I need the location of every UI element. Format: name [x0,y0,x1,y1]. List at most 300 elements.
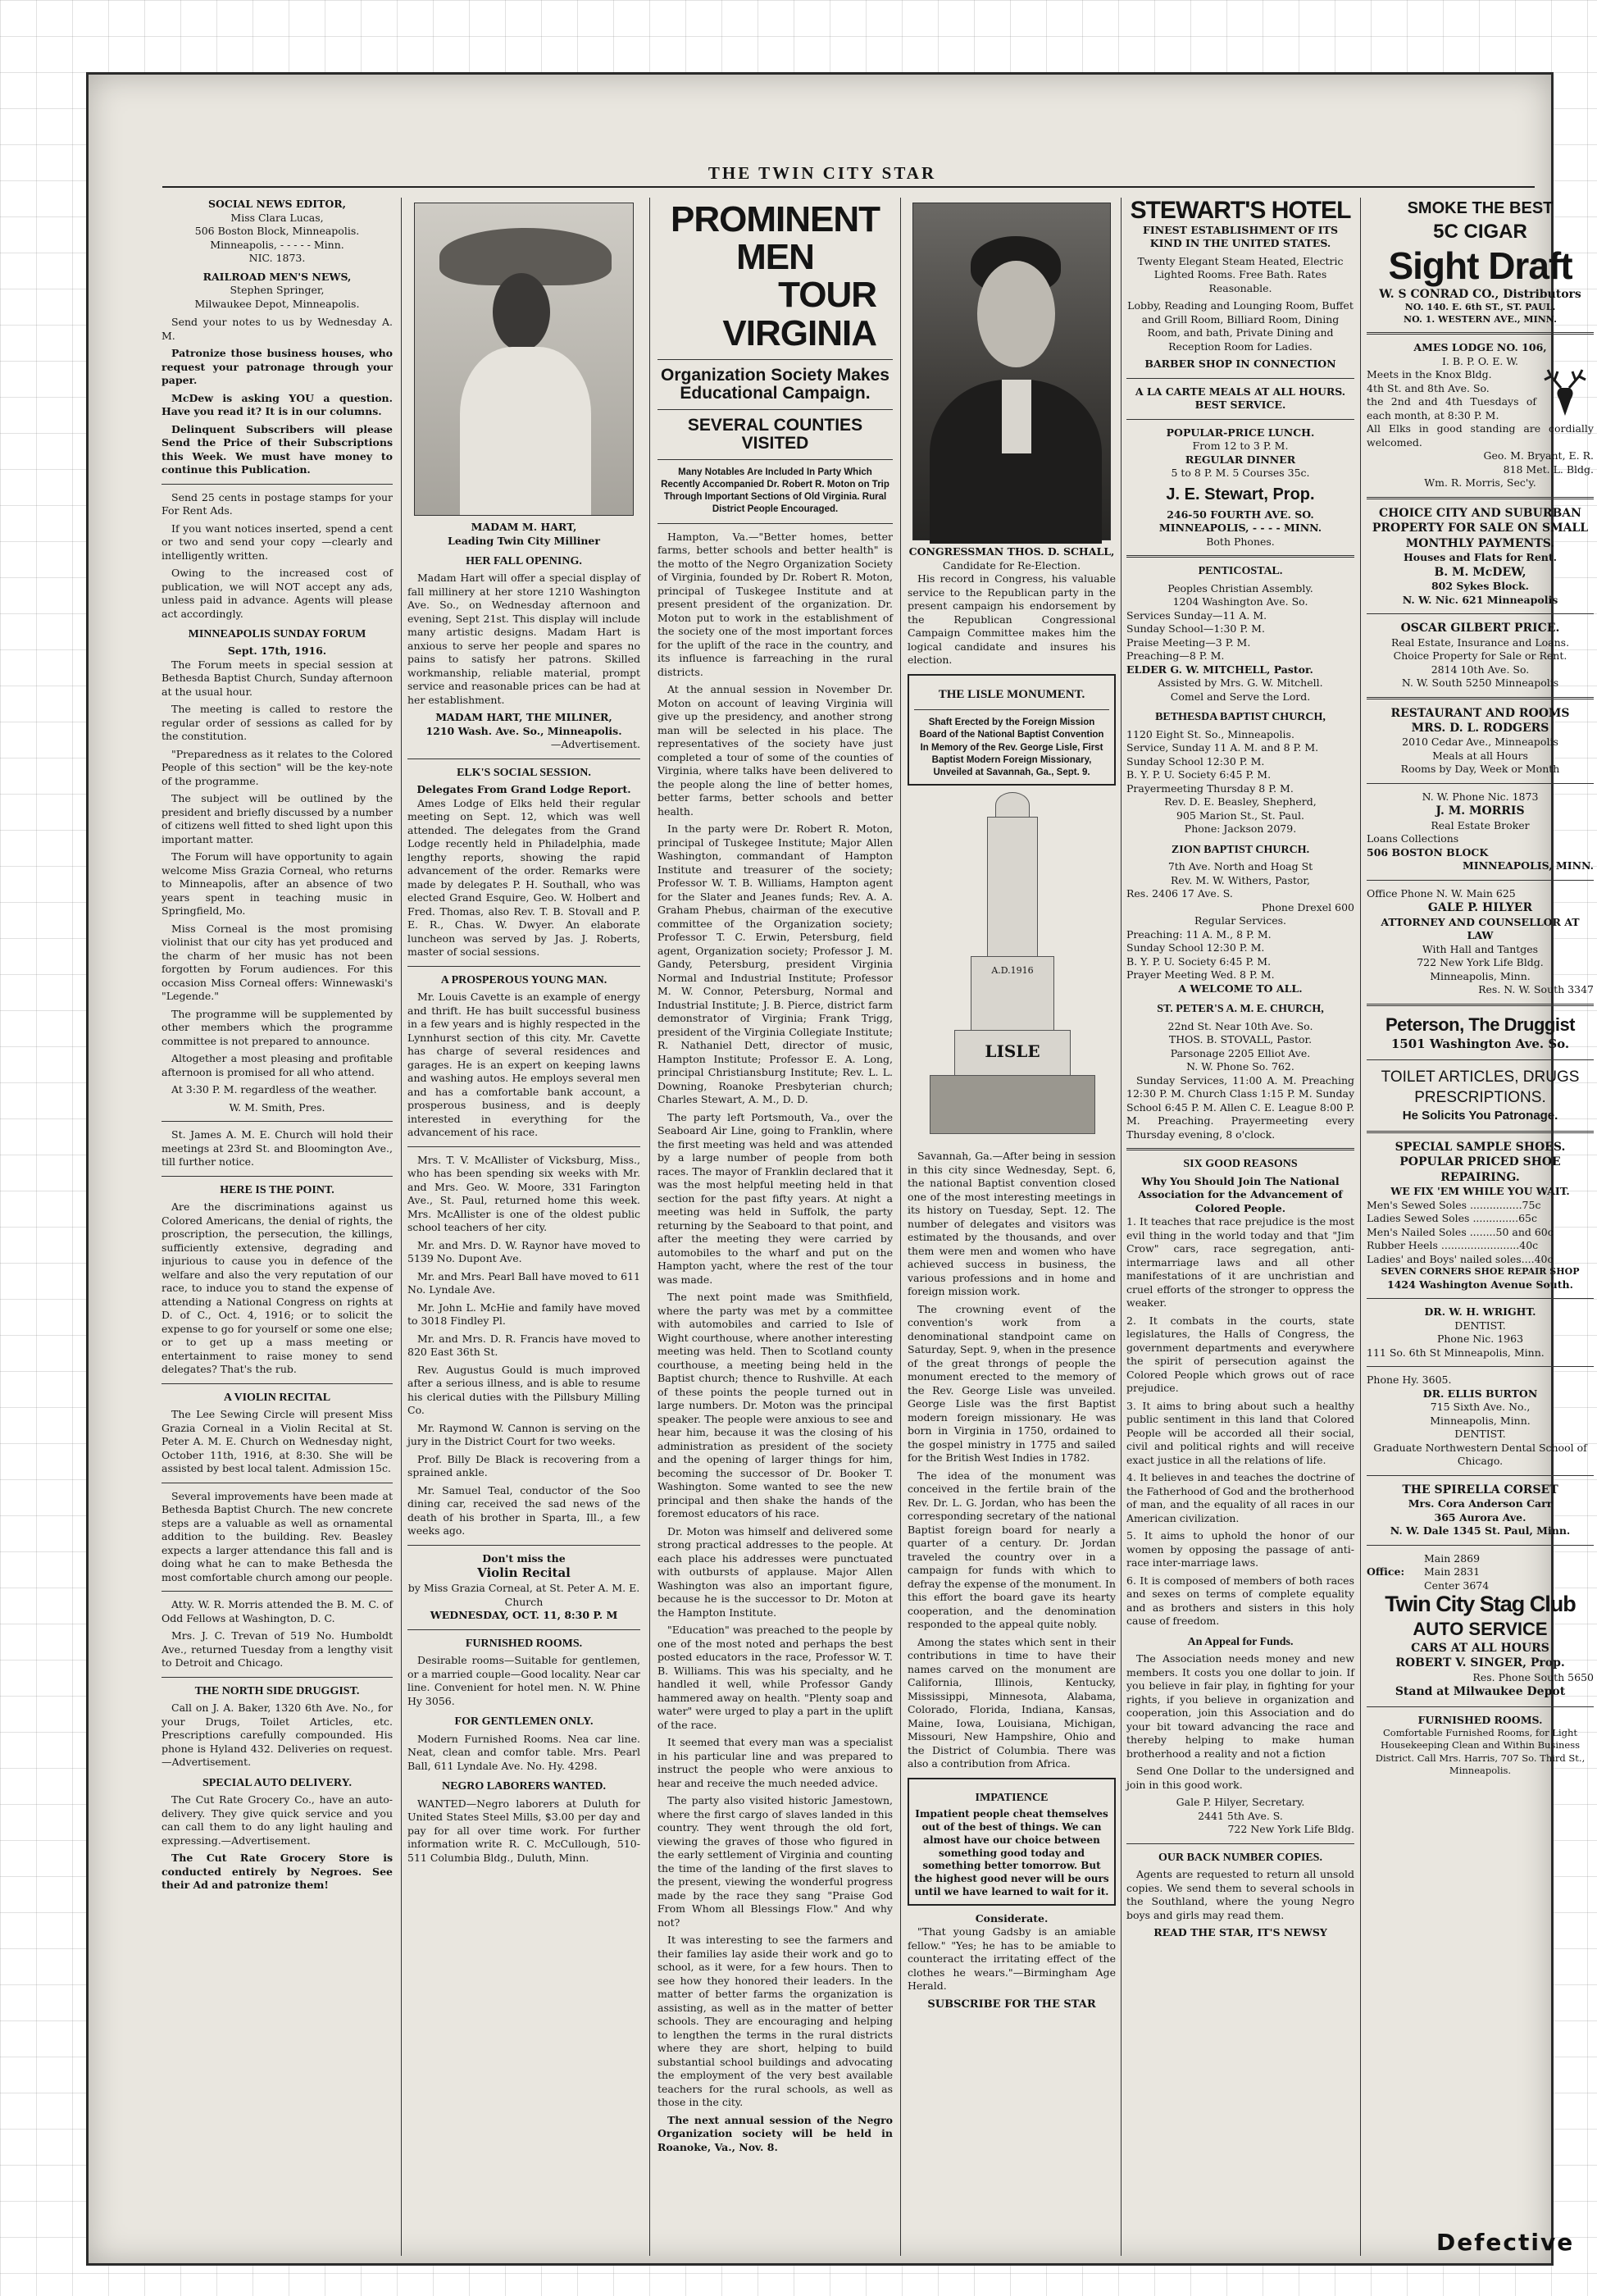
divider [1367,1475,1594,1476]
st-peter-line: N. W. Phone So. 762. [1186,1060,1294,1073]
hotel-lunch: POPULAR-PRICE LUNCH. [1166,426,1315,439]
article-paragraph: The next point made was Smithfield, where the party was met by a committee with automobiles and carried to Isle of Wight courthouse, where another interesting meeting was held. Then to Scotland county courthouse, a meeting being held in the Baptist church; thence to Rushville. At each of these points the people turned out in large numbers. Dr. Moton was the principal speaker. The people were anxious to see and hear him, because it was the closing of his administration as president of the society and the opening of larger things for him, becoming the successor of Dr. Booker T. Washington. Some wanted to see the new principal and then shake the hands of the foremost educators of his race. [657,1291,893,1520]
pentecostal-line: 1204 Washington Ave. So. [1172,595,1308,608]
divider [657,409,893,410]
hilyer-phone: Office Phone N. W. Main 625 [1367,886,1516,900]
shoes-slogan: WE FIX 'EM WHILE YOU WAIT. [1390,1185,1570,1198]
trevan-paragraph: Mrs. J. C. Trevan of 519 No. Humboldt Ave., returned Tuesday from a lengthy visit to Detroit and Chicago. [162,1629,393,1670]
hilyer-title: ATTORNEY AND COUNSELLOR AT LAW [1381,915,1580,942]
appeal-address: 2441 5th Ave. S. [1198,1809,1283,1822]
railroad-news-line: Milwaukee Depot, Minneapolis. [194,297,360,310]
elks-subtitle: Delegates From Grand Lodge Report. [416,783,631,796]
divider [1367,1004,1594,1006]
column-6 [1363,198,1597,2260]
delivery-title: SPECIAL AUTO DELIVERY. [202,1776,352,1789]
forum-paragraph: "Preparedness as it relates to the Colored People of this section" will be the key-note of the programme. [162,747,393,787]
divider [407,758,640,759]
office-label: Office: [1367,1565,1405,1578]
divider [657,459,893,460]
reason-item: 1. It teaches that race prejudice is the most evil thing in the world today and that "Jim Crow" cars, race segregation, anti-intermarriage laws and all other manifestations of it are unchristian and cruel efforts of the stronger to oppress the weaker. [1126,1215,1354,1310]
st-james-notice: St. James A. M. E. Church will hold their meetings at 23rd St. and Bloomington Ave., till further notice. [162,1128,393,1168]
hotel-lunch-time: From 12 to 3 P. M. [1192,440,1289,452]
congressman-paragraph: His record in Congress, his valuable service to the Republican party in the present campaign his endorsement by the Republican Congressional Campaign Committee makes him the logical candidate and insures his election. [908,572,1116,666]
divider [1126,419,1354,420]
monument-illustration [921,792,1102,1145]
mcdew-phone: N. W. Nic. 621 Minneapolis [1402,593,1558,606]
appeal-signature: Gale P. Hilyer, Secretary. [1176,1796,1305,1809]
face-shape [977,261,1055,367]
appeal-paragraph: Send One Dollar to the undersigned and join in this good work. [1126,1765,1354,1791]
subscribe-line: SUBSCRIBE FOR THE STAR [927,1998,1096,2011]
st-peter-paragraph: Sunday Services, 11:00 A. M. Preaching 12:30 P. M. Church Class 1:15 P. M. Sunday School 6:45 P. M. Allen C. E. League 8:00 P. M. Preaching. Prayermeeting every Thursday evening, 8 o'clock. [1126,1073,1354,1141]
social-editor-title: SOCIAL NEWS EDITOR, [207,198,347,210]
reason-item: 4. It believes in and teaches the doctrine of the Fatherhood of God and the brotherhood of man, and the equality of all races in our American civilization. [1126,1471,1354,1524]
elks-paragraph: Ames Lodge of Elks held their regular meeting on Sept. 12, which was well attended. The delegates from the Grand Lodge recently held in Philadelphia, made lengthy reports, showing the rapid advancement of the order. Remarks were made by delegates P. H. Southall, who was elected Grand Esquire, Geo. W. Holbert and Fred. Thomas, also Rev. T. B. Stovall and P. E. R., Chas. W. Dwyer. An elaborate luncheon was served by Jas. J. Roberts, master of social sessions. [407,796,640,959]
ames-lodge-secretary: Wm. R. Morris, Sec'y. [1424,476,1536,490]
wright-name: DR. W. H. WRIGHT. [1424,1305,1536,1319]
column-1 [158,198,396,2260]
ames-lodge-title: AMES LODGE NO. 106, [1413,341,1547,354]
article-paragraph: The next annual session of the Negro Organization society will be held in Roanoke, Va., Nov. 8. [657,2113,893,2153]
zion-line: Sunday School 12:30 P. M. [1126,941,1265,954]
column-rule [900,198,901,2256]
rooms-paragraph: Desirable rooms—Suitable for gentlemen, or a married couple—Good locality. Near car line. Convenient for hotel men. N. W. Phine Hy 3056. [407,1654,640,1707]
peterson-address: 1501 Washington Ave. So. [1390,1036,1570,1051]
divider [914,709,1109,710]
milliner-ad-title: MADAM HART, THE MILINER, [435,711,612,724]
reason-item: 5. It aims to uphold the honor of our women by opposing the passage of anti-race inter-marriage laws. [1126,1529,1354,1569]
pentecostal-line: Services Sunday—11 A. M. [1126,608,1267,622]
social-editor-line: 506 Boston Block, Minneapolis. [194,225,360,237]
hilyer-line: Res. N. W. South 3347 [1478,983,1594,996]
furnished-rooms-paragraph: Comfortable Furnished Rooms, for Light Housekeeping Clean and Within Business District. Call Mrs. Harris, 707 So. Third St., Minneapolis. [1375,1727,1586,1776]
lisle-subtitle: Shaft Erected by the Foreign Mission Board of the National Baptist Convention In Memory of the Rev. George Lisle, First Baptist Modern Foreign Missionary, Unveiled at Savannah, Ga., Sept. 9. [919,718,1104,777]
back-numbers-paragraph: Agents are requested to return all unsold copies. We send them to several schools in the Southland, where the young Negro boys and girls may read them. [1126,1868,1354,1921]
restaurant-rooms: Rooms by Day, Week or Month [1400,763,1560,776]
forum-paragraph: The Forum meets in special session at Bethesda Baptist Church, Sunday afternoon at the usual hour. [162,658,393,698]
toilet-line: He Solicits You Patronage. [1402,1108,1558,1123]
cigar-address: NO. 1. WESTERN AVE., MINN. [1404,313,1557,325]
stag-club-res: Res. Phone South 5650 [1472,1670,1594,1683]
six-reasons-title: SIX GOOD REASONS [1183,1158,1298,1171]
forum-paragraph: The Forum will have opportunity to again welcome Miss Grazia Corneal, who returns to Minneapolis, after an absence of two years spent in teaching music in Springfield, Mo. [162,850,393,918]
congressman-caption: CONGRESSMAN THOS. D. SCHALL, [908,545,1115,558]
shoes-title: SPECIAL SAMPLE SHOES. [1395,1140,1566,1154]
ames-lodge-er: Geo. M. Bryant, E. R. [1483,449,1594,462]
recital-ad-line: by Miss Grazia Corneal, at St. Peter A. M. E. Church [407,1582,640,1608]
st-peter-title: ST. PETER'S A. M. E. CHURCH, [1157,1003,1324,1016]
notice-paragraph: Owing to the increased cost of publication, we will NOT accept any ads, unless paid in advance. Agents will please act accordingly. [162,567,393,620]
furnished-rooms-title: FURNISHED ROOMS. [1417,1713,1543,1726]
pentecostal-line: Praise Meeting—3 P. M. [1126,636,1251,649]
shoes-price-item: Ladies' and Boys' nailed soles....40c [1367,1252,1554,1265]
st-peter-line: THOS. B. STOVALL, Pastor. [1168,1033,1313,1046]
social-editor-line: Miss Clara Lucas, [230,211,324,224]
burton-line: 715 Sixth Ave. No., [1430,1401,1531,1414]
article-paragraph: In the party were Dr. Robert R. Moton, principal of Tuskegee Institute; Major Allen Washington, commandant of Hampton Institute and treasurer of the society; Professor W. T. B. Williams, Hampton agent for the Slater and Jeanes funds; Rev. A. A. Graham Phebus, chairman of the executive committee of the Organization society; Professor T. C. Erwin, Petersburg, field agent, Organization society; Professor J. M. Gandy, Petersburg, president Virginia Normal and Industrial Institute; Professor M. W. Connor, Petersburg, Normal and Industrial Institute; J. B. Pierce, district farm demonstrator of Virginia; Frank Trigg, president of the Virginia Collegiate Institute; R. Nathaniel Dett, director of music, Hampton Institute; Professor E. A. Long, principal Christiansburg Institute; Rev. L. L. Downing, Roanoke Presbyterian church; Charles Stewart, A. M., D. D. [657,822,893,1106]
ames-lodge-address: 818 Met. L. Bldg. [1503,462,1594,476]
article-paragraph: The party left Portsmouth, Va., over the Seaboard Air Line, going to Franklin, where the first meeting was held and was attended by a large number of people from both races. The mayor of Franklin declared that it was the most helpful meeting held in that section for the past fifty years. At night a meeting was held in Suffolk, the party returning by the Seaboard to that point, and after the meeting they were carried by automobiles to the wharf and put on the Hampton yacht, where the rest of the tour was made. [657,1110,893,1286]
column-rule [1121,198,1122,2256]
laborers-paragraph: WANTED—Negro laborers at Duluth for United States Steel Mills, $3.00 per day and pay for all over time work. For further information write R. C. McCullough, 510-511 Columbia Bldg., Duluth, Minn. [407,1797,640,1864]
monument-die [971,956,1054,1032]
burton-line: DENTIST. [1454,1428,1506,1441]
forum-paragraph: The subject will be outlined by the president and briefly discussed by a number of citizens well fitted to shed light upon this important matter. [162,792,393,845]
shoes-subtitle: POPULAR PRICED SHOE REPAIRING. [1399,1155,1561,1184]
divider [162,1176,393,1177]
personal-item: Mr. Raymond W. Cannon is serving on the jury in the District Court for two weeks. [407,1421,640,1448]
congressman-portrait [912,203,1111,540]
delivery-paragraph: The Cut Rate Grocery Co., have an auto-delivery. They give quick service and you can call them to do any light hauling and expressing.—Advertisement. [162,1793,393,1847]
shoes-price-item: Men's Sewed Soles ................75c [1367,1198,1541,1211]
office-line: Main 2831 [1424,1565,1481,1578]
corset-title: THE SPIRELLA CORSET [1402,1483,1558,1496]
milliner-caption: MADAM M. HART, [471,521,577,533]
st-peter-line: Parsonage 2205 Elliot Ave. [1170,1046,1311,1059]
reason-item: 6. It is composed of members of both races and sexes on terms of complete equality and as brothers and sisters in this holy cause of freedom. [1126,1574,1354,1628]
divider [1367,697,1594,699]
hotel-address: 246-50 FOURTH AVE. SO. [1167,508,1314,521]
divider [1126,555,1354,558]
ames-lodge-line: 4th St. and 8th Ave. So. [1367,381,1490,394]
divider [1367,1545,1594,1546]
notice-paragraph: If you want notices inserted, spend a cent or two and send your copy —clearly and intelligently written. [162,522,393,562]
ames-lodge-line: Meets in the Knox Bldg. [1367,368,1492,381]
gentlemen-title: FOR GENTLEMEN ONLY. [454,1715,594,1729]
gentlemen-paragraph: Modern Furnished Rooms. Nea car line. Neat, clean and comfor table. Mrs. Pearl Ball, 611 Lyndale Ave. No. Hy. 4298. [407,1732,640,1772]
milliner-portrait [414,203,634,516]
zion-line: Phone Drexel 600 [1261,900,1354,913]
divider [162,1121,393,1122]
stag-club-stand: Stand at Milwaukee Depot [1395,1685,1566,1699]
gilbert-line: 2814 10th Ave. So. [1431,663,1530,676]
mcdew-name: B. M. McDEW, [1434,565,1526,579]
pentecostal-welcome: Comel and Serve the Lord. [1170,690,1311,703]
zion-line: Regular Services. [1194,914,1287,927]
bethesda-line: Rev. D. E. Beasley, Shepherd, [1164,795,1317,809]
bethesda-line: 1120 Eight St. So., Minneapolis. [1126,727,1294,740]
point-paragraph: Are the discriminations against us Colored Americans, the denial of rights, the proscription, the persecution, the killings, sufficiently extensive, degrading and injurious to cause you in defence of the welfare and also the very reputation of our race, to induce you to stand the expense of attending a National Congress on rights at D. of C., Oct. 4, 1916; or to solicit the expense to go for yourself or some one else; or to get up a mass meeting or entertainment to raise money to send delegates? That's the rub. [162,1200,393,1376]
wright-line: DENTIST. [1454,1319,1506,1332]
notice-paragraph: McDew is asking YOU a question. Have you read it? It is in our columns. [162,391,393,417]
hotel-city: MINNEAPOLIS, - - - - MINN. [1158,522,1322,535]
divider [1367,1131,1594,1133]
headline-line-1: PROMINENT MEN [671,199,880,278]
monument-plinth [930,1075,1095,1134]
divider [1126,1148,1354,1150]
divider [1367,1298,1594,1299]
read-the-star: READ THE STAR, IT'S NEWSY [1153,1926,1327,1939]
monument-top [995,792,1030,818]
restaurant-phone: N. W. Phone Nic. 1873 [1422,790,1539,803]
notice-paragraph: Send 25 cents in postage stamps for your For Rent Ads. [162,490,393,517]
column-3 [654,198,896,2260]
considerate-paragraph: "That young Gadsby is an amiable fellow." "Yes; he has to be amiable to counteract the irritating effect of the clothes he wears."—Birmingham Age Herald. [908,1925,1116,1993]
young-man-paragraph: Mr. Louis Cavette is an example of energy and thrift. He has built successful business in a few years and is highly respected in the Lynnhurst section of this city. Mr. Cavette has charge of several residences and garages. He is an expert on keeping lawns and washing autos. He employs several men and has a comfortable bank account, a prosperous business, and is deeply interested in everything for the advancement of his race. [407,991,640,1139]
divider [657,359,893,360]
back-numbers-title: OUR BACK NUMBER COPIES. [1158,1851,1322,1864]
druggist-title: THE NORTH SIDE DRUGGIST. [194,1684,360,1697]
newspaper-page [86,72,1594,2266]
morris-line: 506 BOSTON BLOCK [1367,845,1489,859]
divider [407,966,640,967]
divider [1126,1843,1354,1844]
divider [407,1629,640,1630]
hilyer-line: Minneapolis, Minn. [1430,969,1531,982]
shoes-price-item: Men's Nailed Soles ........50 and 60c [1367,1225,1554,1238]
gilbert-line: Choice Property for Sale or Rent. [1393,649,1567,662]
cigar-distributor: W. S CONRAD CO., Distributors [1379,287,1581,301]
delivery-paragraph: The Cut Rate Grocery Store is conducted entirely by Negroes. See their Ad and patronize them! [162,1852,393,1892]
column-rule [1360,198,1361,2256]
forum-paragraph: The programme will be supplemented by other members which the programme committee is not prepared to announce. [162,1007,393,1047]
personal-item: Mrs. T. V. McAllister of Vicksburg, Miss., who has been spending six weeks with Mr. and Mrs. Geo. W. Moore, 331 Farington Ave., St. Paul, returned home this week. Mrs. McAllister is one of the oldest public school teachers of her city. [407,1153,640,1234]
zion-line: Res. 2406 17 Ave. S. [1126,887,1233,900]
shoes-price-item: Rubber Heels ........................40c [1367,1239,1539,1252]
personal-item: Mr. and Mrs. D. W. Raynor have moved to 5139 No. Dupont Ave. [407,1238,640,1265]
corset-name: Mrs. Cora Anderson Carr [1408,1497,1553,1510]
hotel-subtitle: FINEST ESTABLISHMENT OF ITS KIND IN THE UNITED STATES. [1142,223,1338,249]
pentecostal-elder: ELDER G. W. MITCHELL, Pastor. [1126,663,1313,676]
lisle-paragraph: Savannah, Ga.—After being in session in this city since Wednesday, Sept. 6, the national Baptist convention closed one of the most interesting meetings in its history on Tuesday, Sept. 12. The number of delegates and visitors was estimated by the thousands, and over them were men and women who have achieved success in business, the various professions and in home and foreign mission work. [908,1150,1116,1298]
mcdew-address: 802 Sykes Block. [1431,580,1529,593]
appeal-title: An Appeal for Funds. [1187,1635,1294,1648]
burton-line: Graduate Northwestern Dental School of Chicago. [1373,1441,1587,1468]
gilbert-line: N. W. South 5250 Minneapolis [1401,676,1559,689]
point-title: HERE IS THE POINT. [220,1183,334,1196]
restaurant-meals: Meals at all Hours [1432,749,1528,762]
divider [162,1383,393,1384]
milliner-caption-sub: Leading Twin City Milliner [448,534,600,547]
recital-ad-line: Violin Recital [477,1565,571,1581]
masthead: THE TWIN CITY STAR [708,163,937,183]
monument-date: A.D.1916 [991,965,1034,977]
bethesda-line: Service, Sunday 11 A. M. and 8 P. M. [1126,741,1319,754]
morris-paragraph: Atty. W. R. Morris attended the B. M. C. of Odd Fellows at Washington, D. C. [162,1598,393,1624]
stag-club-cars: CARS AT ALL HOURS [1411,1641,1549,1655]
article-paragraph: It was interesting to see the farmers and their families lay aside their work and go to school, as it were, for a few hours. Then to see how they honored their leaders. In the matter of better farms the organization is assisting, as well as in the matter of better schools. They are encouraging and helping to lengthen the terms in the rural districts where they are short, helping to build substantial school buildings and advocating the employment of the very best available teachers for the rural schools, as well as those in the city. [657,1934,893,2109]
forum-date: Sept. 17th, 1916. [227,645,327,658]
wright-line: 111 So. 6th St Minneapolis, Minn. [1367,1346,1545,1359]
bethesda-line: B. Y. P. U. Society 6:45 P. M. [1126,768,1272,781]
pentecostal-line: Sunday School—1:30 P. M. [1126,622,1265,636]
forum-paragraph: At 3:30 P. M. regardless of the weather. [171,1083,377,1096]
divider [1367,1059,1594,1060]
railroad-news-line: Stephen Springer, [230,284,325,296]
defective-label: Defective [1436,2229,1575,2256]
forum-paragraph: Miss Corneal is the most promising violinist that our city has yet produced and the charm of her music has not been forgotten by Forum audiences. For this occasion Miss Corneal offers: Winnewaski's "Legende." [162,922,393,1003]
impatience-body: Impatient people cheat themselves out of the best of things. We can almost have our choice between something good today and something better tomorrow. But the highest good never will be ours until we have learned to wait for it. [914,1808,1109,1898]
hilyer-line: 722 New York Life Bldg. [1417,956,1544,969]
divider [162,1591,393,1592]
zion-line: Preaching: 11 A. M., 8 P. M. [1126,927,1272,941]
column-5 [1123,198,1358,2260]
article-paragraph: Hampton, Va.—"Better homes, better farms, better schools and better health" is the motto of the Negro Organization Society of Virginia, founded by Dr. Robert R. Moton, principal of Tuskegee Institute and at present president of the organization. Dr. Moton put to work in the establishment of the society one of the most important forces for the uplift of the race in the country, and its influence is farreaching in the rural districts. [657,530,893,678]
face-shape [493,273,550,351]
column-2 [404,198,644,2260]
bethesda-line: 905 Marion St., St. Paul. [1176,809,1304,822]
cigar-line-2: 5C CIGAR [1433,221,1527,244]
monument-shaft [987,817,1038,958]
morris-line: Loans Collections [1367,832,1459,845]
six-reasons-subtitle: Why You Should Join The National Association for the Advancement of Colored People. [1138,1174,1343,1214]
notice-paragraph: Patronize those business houses, who request your patronage through your paper. [162,347,393,386]
pentecostal-assist: Assisted by Mrs. G. W. Mitchell. [1158,676,1323,690]
morris-line: Real Estate Broker [1431,818,1530,831]
zion-line: Prayer Meeting Wed. 8 P. M. [1126,968,1275,982]
burton-line: Minneapolis, Minn. [1430,1414,1531,1427]
collar-shape [1002,380,1031,453]
gilbert-name: OSCAR GILBERT PRICE. [1400,622,1560,636]
hilyer-name: GALE P. HILYER [1427,901,1533,915]
office-line: Main 2869 [1424,1551,1481,1565]
headline-line-2: TOUR VIRGINIA [722,275,876,353]
young-man-title: A PROSPEROUS YOUNG MAN. [440,973,607,986]
divider [1367,497,1594,499]
hotel-carte: A LA CARTE MEALS AT ALL HOURS. BEST SERVICE. [1135,385,1346,411]
article-paragraph: The party also visited historic Jamestown, where the first cargo of slaves landed in this country. They went through the old fort, viewing the graves of those who figured in the early settlement of Virginia and counting the time of the landing of the first slaves to the present, viewing the wonderful progress made by the race they sang "Praise God From Whom all Blessings Flow." And why not? [657,1794,893,1929]
cigar-line-1: SMOKE THE BEST [1407,199,1554,217]
office-line: Center 3674 [1424,1578,1490,1592]
dress-shape [460,347,591,515]
cigar-brand: Sight Draft [1388,244,1572,288]
deck-2: SEVERAL COUNTIES VISITED [687,415,863,453]
divider [1126,378,1354,379]
lisle-title: THE LISLE MONUMENT. [938,687,1085,701]
zion-line: 7th Ave. North and Hoag St [1167,860,1313,873]
column-4 [904,198,1119,2260]
zion-line: Rev. M. W. Withers, Pastor, [1171,873,1310,886]
morris-line: MINNEAPOLIS, MINN. [1462,859,1594,872]
summary-deck: Many Notables Are Included In Party Which Recently Accompanied Dr. Robert R. Moton on Trip Through Important Sections of Old Virginia. Rural District People Encouraged. [661,467,889,515]
divider [1367,1706,1594,1707]
restaurant-address: 2010 Cedar Ave., Minneapolis [1402,736,1558,749]
hotel-proprietor: J. E. Stewart, Prop. [1166,485,1315,503]
corset-phone: N. W. Dale 1345 St. Paul, Minn. [1390,1524,1571,1538]
choice-property-title: CHOICE CITY AND SUBURBAN PROPERTY FOR SALE ON SMALL MONTHLY PAYMENTS. [1372,506,1589,550]
personal-item: Mr. and Mrs. Pearl Ball have moved to 611 No. Lyndale Ave. [407,1269,640,1296]
impatience-box [908,1778,1116,1906]
restaurant-title: RESTAURANT AND ROOMS [1390,706,1570,720]
opening-paragraph: Madam Hart will offer a special display of fall millinery at her store 1210 Washington Ave. So., on Wednesday afternoon and evening, Sept 21st. This display will include many artistic designs. Madam Hart is anxious to serve her people and spares no pains to satisfy her patrons. Skilled workmanship, reliable material, prompt service and reasonable prices can be had at her establishment. [407,572,640,706]
divider [162,1677,393,1678]
stag-club-subtitle: AUTO SERVICE [1413,1618,1548,1639]
reason-item: 2. It combats in the courts, state legislatures, the Halls of Congress, the government departments and everywhere the spirit of persecution against the Colored People which grows out of race prejudice. [1126,1314,1354,1395]
divider [162,484,393,485]
personal-item: Mr. John L. McHie and family have moved to 3018 Findley Pl. [407,1301,640,1328]
morris-name: J. M. MORRIS [1435,804,1525,818]
divider [1367,783,1594,784]
monument-name: LISLE [985,1041,1040,1062]
pentecostal-line: Peoples Christian Assembly. [1167,581,1313,594]
appeal-address: 722 New York Life Bldg. [1227,1823,1354,1836]
forum-paragraph: Altogether a most pleasing and profitable afternoon is promised for all who attend. [162,1052,393,1078]
hotel-barber: BARBER SHOP IN CONNECTION [1144,358,1336,370]
article-paragraph: "Education" was preached to the people by one of the most noted and perhaps the best posted educators in the race, Professor W. T. B. Williams. This was his specialty, and he handled it well, while Professor Gandy hammered away on health. "Plenty soap and water" were urged to play a part in the uplift of the race. [657,1624,893,1731]
personal-item: Rev. Augustus Gould is much improved after a serious illness, and is able to resume his clerical duties with the Pillsbury Milling Co. [407,1363,640,1417]
toilet-line: PRESCRIPTIONS. [1414,1088,1546,1106]
divider [1367,880,1594,881]
lisle-box [908,674,1116,786]
column-rule [649,198,650,2256]
improvements-paragraph: Several improvements have been made at Bethesda Baptist Church. The new concrete steps are a valuable as well as ornamental addition to the building. Rev. Beasley expects a larger attendance this fall and is doing what he can to make Bethesda the most comfortable church among our people. [162,1489,393,1583]
impatience-title: IMPATIENCE [975,1791,1049,1804]
article-paragraph: At the annual session in November Dr. Moton on account of leaving Virginia will give up the presidency, and another strong man will be selected in his place. The representatives of the society have just completed a tour of some of the counties of Virginia, where talks have been delivered to the people along the line of better homes, better farms, better schools and better health. [657,683,893,818]
hotel-dinner: REGULAR DINNER [1185,453,1296,466]
stag-club-proprietor: ROBERT V. SINGER, Prop. [1395,1656,1565,1670]
lisle-paragraph: The idea of the monument was conceived in the fertile brain of the Rev. Dr. L. G. Jordan, who has been the corresponding secretary of the national Baptist foreign board for nearly a quarter of a century. Dr. Jordan traveled the country over in a campaign for funds with which to defray the expense of the monument. In this effort the board gave its hearty cooperation, and the denomination responded to the appeal quite nobly. [908,1469,1116,1631]
burton-name: DR. ELLIS BURTON [1422,1387,1538,1400]
hotel-phones: Both Phones. [1206,535,1275,548]
divider [1367,613,1594,614]
pentecostal-line: Preaching—8 P. M. [1126,649,1225,663]
railroad-news-title: RAILROAD MEN'S NEWS, [202,270,352,283]
article-paragraph: It seemed that every man was a specialist in his particular line and was prepared to instruct the people who were anxious to hear and receive the much needed advice. [657,1736,893,1789]
bethesda-title: BETHESDA BAPTIST CHURCH, [1155,711,1326,724]
elks-title: ELK'S SOCIAL SESSION. [457,766,591,779]
zion-welcome: A WELCOME TO ALL. [1178,982,1303,995]
stag-club-title: Twin City Stag Club [1385,1592,1576,1617]
druggist-paragraph: Call on J. A. Baker, 1320 6th Ave. No., for your Drugs, Toilet Articles, etc. Prescriptions carefully compounded. His phone is Hyland 432. Deliveries on request.—Advertisement. [162,1702,393,1769]
lisle-paragraph: Among the states which sent in their contributions in time to have their names carved on the monument are California, Illinois, Kentucky, Mississippi, Minnesota, Alabama, Colorado, Florida, Indiana, Kansas, Maine, Iowa, Louisiana, Michigan, Missouri, New Hampshire, Ohio and the District of Columbia. There was also a contribution from Africa. [908,1635,1116,1770]
notice-paragraph: Delinquent Subscribers will please Send the Price of their Subscriptions this Week. We must have money to continue this Publication. [162,422,393,476]
ames-lodge-line: All Elks in good standing are cordially welcomed. [1367,422,1594,449]
restaurant-name: MRS. D. L. RODGERS [1411,721,1549,735]
ames-lodge-subtitle: I. B. P. O. E. W. [1441,354,1518,367]
pentecostal-title: PENTICOSTAL. [1198,565,1283,578]
forum-paragraph: The meeting is called to restore the regular order of sessions as called for by the constitution. [162,703,393,743]
article-paragraph: Dr. Moton was himself and delivered some strong practical addresses to the people. At each place his addresses were punctuated with outbursts of applause. Major Allen Washington was also an important figure, because he is the successor to Dr. Moton at the Hampton Institute. [657,1524,893,1619]
personal-item: Mr. and Mrs. D. R. Francis have moved to 820 East 36th St. [407,1332,640,1359]
deck-1: Organization Society Makes Educational Campaign. [661,365,889,403]
personal-item: Mr. Samuel Teal, conductor of the Soo dining car, received the sad news of the death of his brother in Sparta, Ill., a few weeks ago. [407,1483,640,1538]
wright-line: Phone Nic. 1963 [1436,1332,1524,1346]
shoes-price-item: Ladies Sewed Soles ..............65c [1367,1212,1537,1225]
reason-item: 3. It aims to bring about such a healthy public sentiment in this land that Colored People will be accorded all their social, civil and political rights and will receive exact justice in all the relations of life. [1126,1399,1354,1466]
ames-lodge-line: the 2nd and 4th Tuesdays of each month, at 8:30 P. M. [1367,395,1536,421]
corset-address: 365 Aurora Ave. [1434,1510,1526,1524]
milliner-ad-address: 1210 Wash. Ave. So., Minneapolis. [425,724,622,737]
column-rule [401,198,402,2256]
choice-property-subtitle: Houses and Flats for Rent. [1404,551,1557,564]
milliner-ad-note: —Advertisement. [550,738,640,751]
hotel-paragraph: Twenty Elegant Steam Heated, Electric Lighted Rooms. Free Bath. Rates Reasonable. [1137,254,1344,294]
toilet-line: TOILET ARTICLES, DRUGS [1381,1068,1580,1086]
hotel-dinner-time: 5 to 8 P. M. 5 Courses 35c. [1171,467,1310,479]
zion-title: ZION BAPTIST CHURCH. [1171,843,1310,856]
divider [1367,332,1594,335]
elk-head-icon [1536,368,1594,417]
hotel-paragraph: Lobby, Reading and Lounging Room, Buffet and Grill Room, Billiard Room, Dining Room, and bath, Private Dining and Reception Room for Ladies. [1127,299,1354,353]
bethesda-line: Phone: Jackson 2079. [1184,822,1297,836]
masthead-rule [162,186,1535,188]
lisle-paragraph: The crowning event of the convention's work from a denominational standpoint came on Saturday, Sept. 9, when in the presence of the great throngs of people the monument erected to the memory of the Rev. George Lisle was unveiled. George Lisle was the first Baptist modern foreign missionary. He was born in Virginia in 1750, ordained to the gospel ministry in 1775 and sailed for the British West Indies in 1782. [908,1302,1116,1465]
shoes-shop: SEVEN CORNERS SHOE REPAIR SHOP [1381,1266,1580,1278]
st-peter-line: 22nd St. Near 10th Ave. So. [1167,1019,1313,1032]
shoes-address: 1424 Washington Avenue South. [1386,1278,1573,1291]
social-editor-line: Minneapolis, - - - - - Minn. [210,238,344,251]
personal-item: Prof. Billy De Black is recovering from a sprained ankle. [407,1452,640,1479]
burton-phone: Phone Hy. 3605. [1367,1374,1452,1387]
recital-ad-line: Don't miss the [482,1551,566,1565]
forum-signature: W. M. Smith, Pres. [229,1100,325,1114]
appeal-paragraph: The Association needs money and new members. It costs you one dollar to join. If you believe in fair play, in fighting for your rights, if you believe in organization and cooperation, join this Association and do your bit toward advancing the race and thereby helping to make human brotherhood a reality and not a fiction [1126,1652,1354,1760]
violin-paragraph: The Lee Sewing Circle will present Miss Grazia Corneal in a Violin Recital at St. Peter A. M. E. Church on Wednesday night, October 11th, 1916, at 8:30. She will be assisted by best local talent. Admission 15c. [162,1408,393,1475]
peterson-name: Peterson, The Druggist [1385,1014,1576,1035]
opening-title: HER FALL OPENING. [466,555,582,567]
gilbert-line: Real Estate, Insurance and Loans. [1390,636,1570,649]
zion-line: B. Y. P. U. Society 6:45 P. M. [1126,954,1272,968]
